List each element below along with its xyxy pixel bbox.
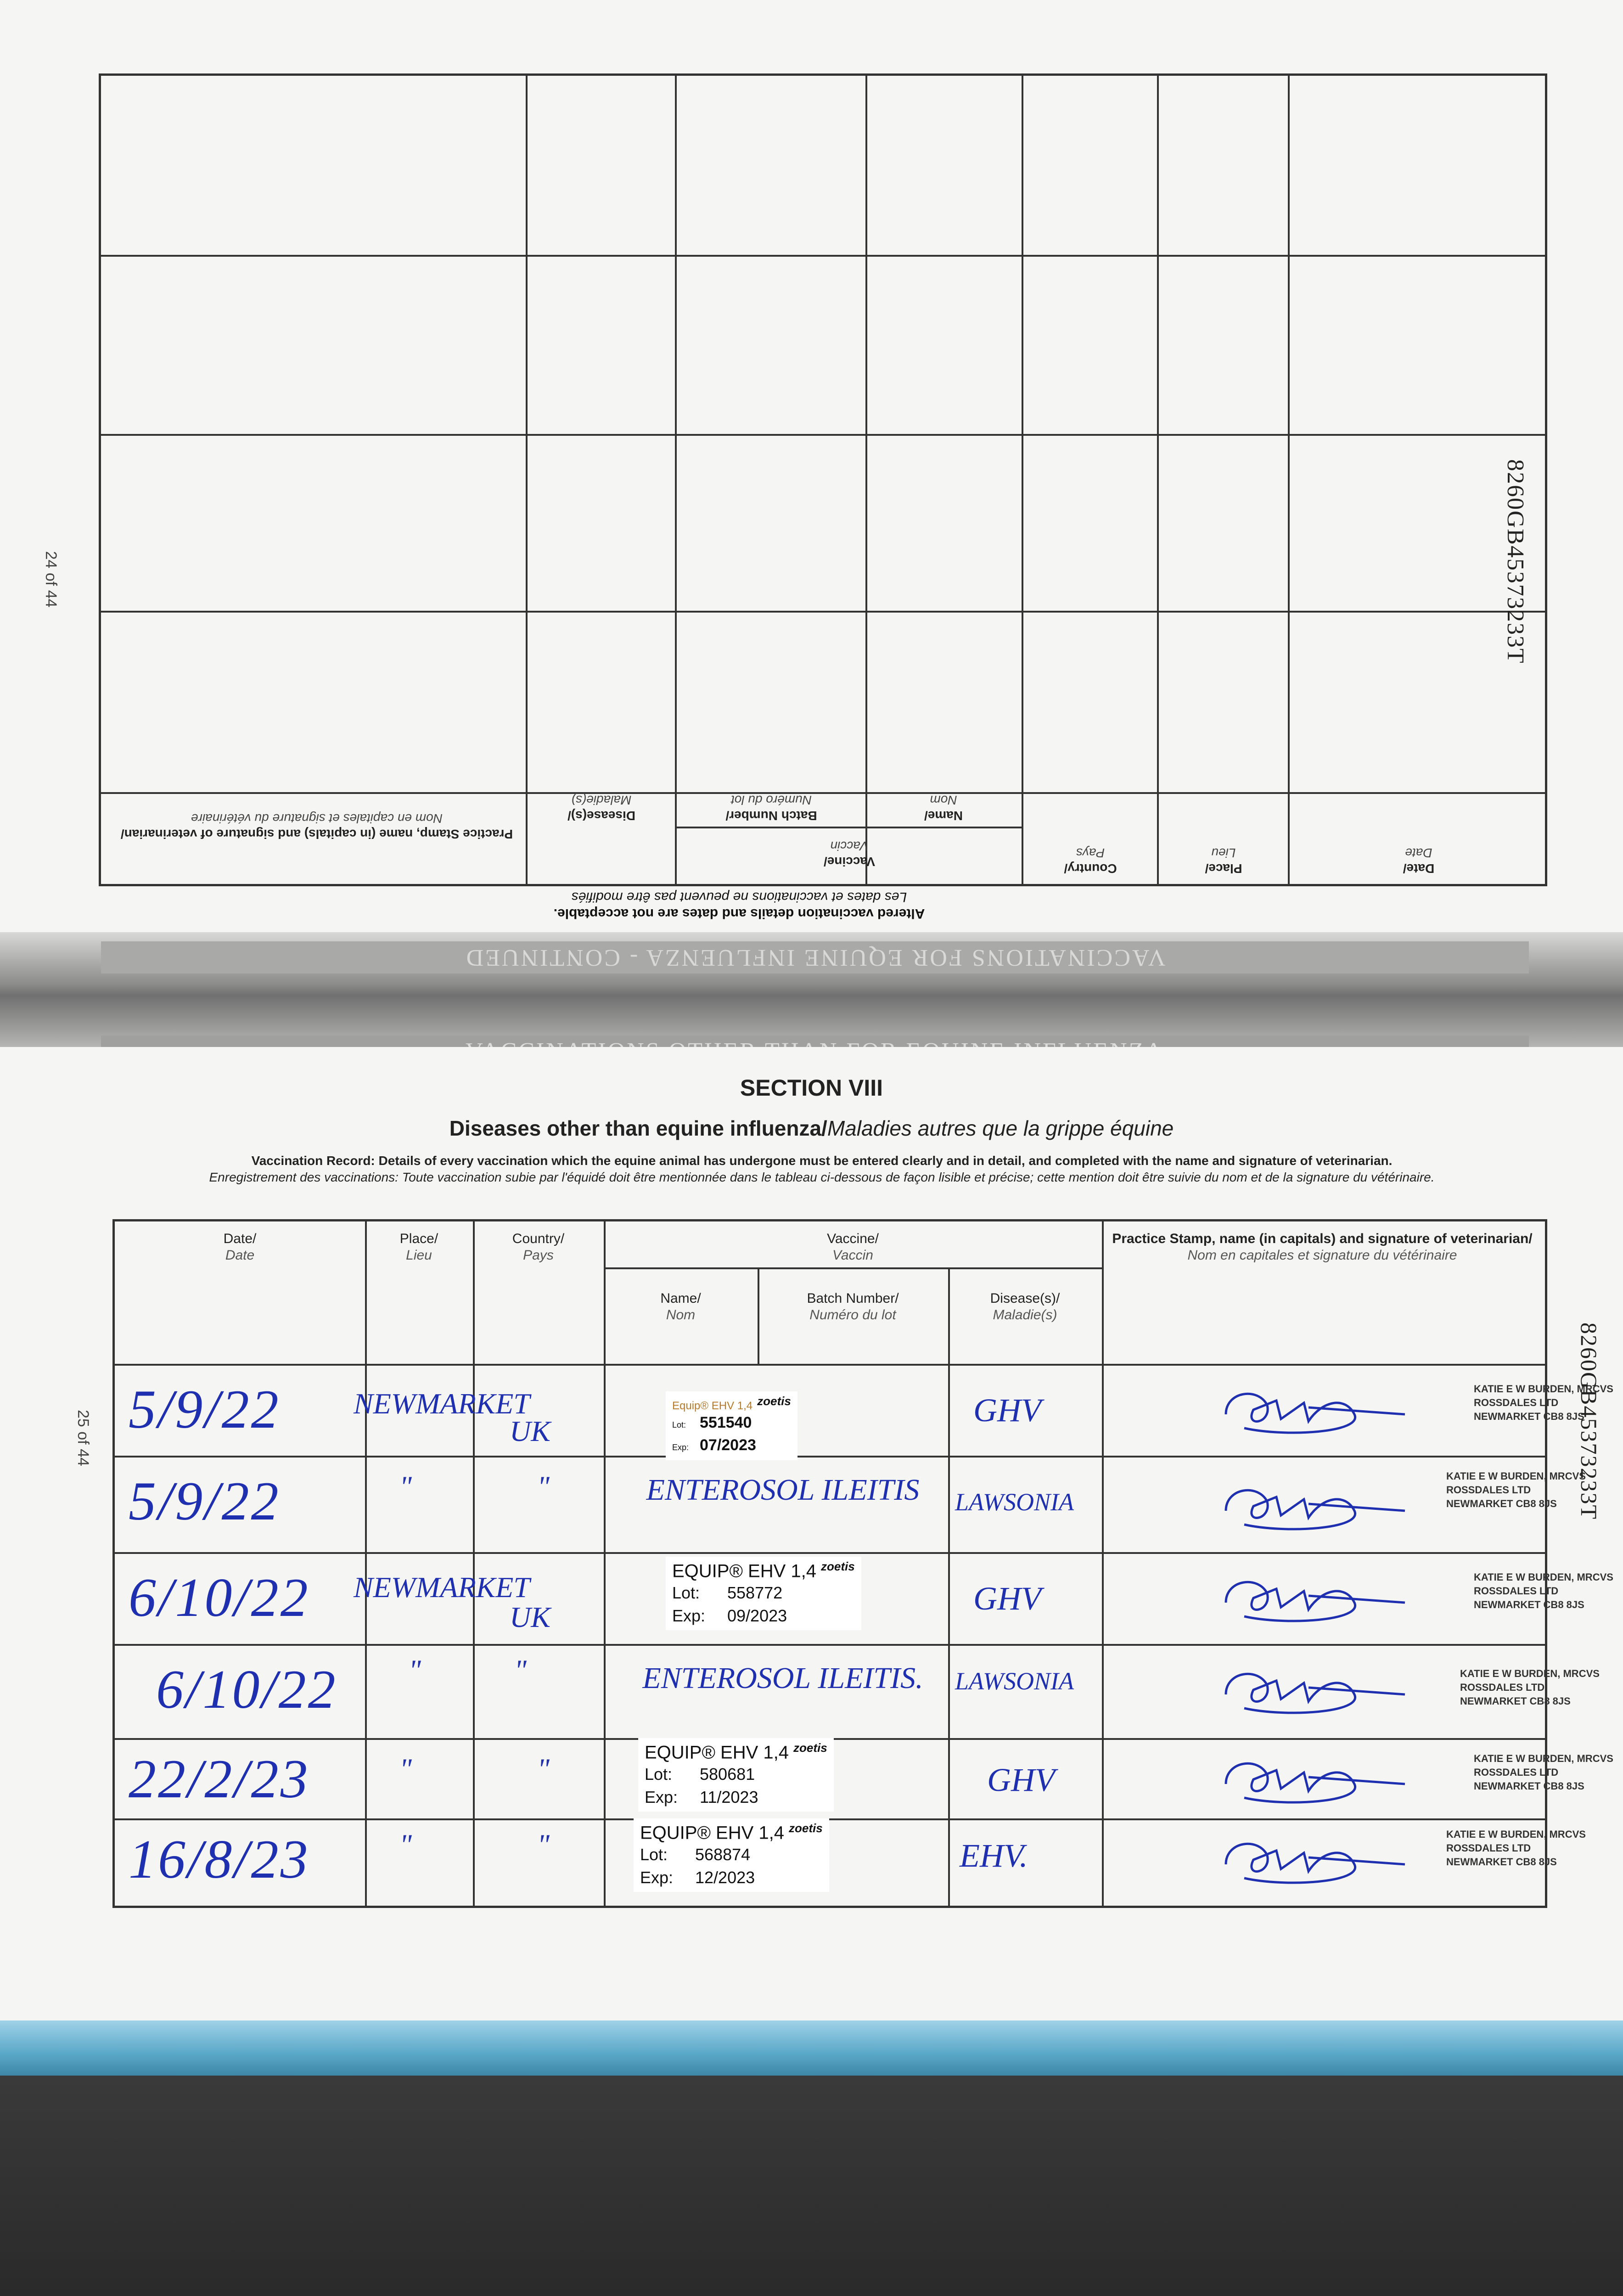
vet-signature — [1217, 1832, 1410, 1887]
row-disease: LAWSONIA — [955, 1488, 1074, 1516]
section-description: Vaccination Record: Details of every vaccination which the equine animal has undergone must be entered clearly and in detail, and completed with the name and signature of veterinarian. Enregistrement des vaccinations: Toute vaccination subie par l'équidé doit être mentionnée dans le tableau ci-dessous de façon lisible et précise; cette mention doit être suivie du nom et de la signature du vétérinaire. — [209, 1154, 1435, 1184]
practice-stamp: KATIE E W BURDEN, MRCVS ROSSDALES LTD NEWMARKET CB8 8JS — [1446, 1470, 1586, 1509]
passport-cover-edge — [0, 2020, 1623, 2076]
row-date: 6/10/22 — [129, 1567, 310, 1628]
row-country: " — [537, 1752, 550, 1785]
row-country: UK — [510, 1415, 550, 1447]
row-divider — [101, 611, 1545, 613]
table-row — [115, 1364, 1613, 1456]
passport-number: 8260GB45373233T — [1576, 1322, 1602, 1520]
practice-stamp: KATIE E W BURDEN, MRCVS ROSSDALES LTD NEWMARKET CB8 8JS — [1474, 1571, 1613, 1610]
column-divider — [1288, 76, 1290, 884]
row-place: " — [399, 1470, 412, 1503]
header-place: Place/ Lieu — [399, 1231, 438, 1263]
altered-notice: Altered vaccination details and dates are not acceptable. Les dates et vaccinations ne peuvent pas être modifiés — [553, 889, 925, 921]
column-divider — [1157, 76, 1159, 884]
row-date: 5/9/22 — [129, 1470, 281, 1531]
scanner-background — [0, 2076, 1623, 2296]
row-country: " — [514, 1654, 527, 1686]
page-25 — [0, 1047, 1623, 2020]
vet-signature — [1217, 1662, 1410, 1717]
vaccine-label-sticker: EQUIP® EHV 1,4 $^{zoetis}$ Lot: 558772 Exp: 09/2023 — [666, 1557, 861, 1630]
section-title: SECTION VIII — [740, 1075, 883, 1101]
row-country: UK — [510, 1601, 550, 1633]
header-date: Date/ Date — [223, 1231, 257, 1263]
header-batch: Batch Number/ Numéro du lot — [725, 793, 817, 823]
practice-stamp: KATIE E W BURDEN, MRCVS ROSSDALES LTD NEWMARKET CB8 8JS — [1446, 1829, 1586, 1868]
row-disease: GHV — [973, 1392, 1041, 1429]
section-subtitle: Diseases other than equine influenza/Maladies autres que la grippe équine — [449, 1116, 1174, 1140]
vaccine-label-sticker: EQUIP® EHV 1,4 $^{zoetis}$ Lot: 568874 Exp: 12/2023 — [634, 1818, 829, 1892]
table-row — [115, 1552, 1613, 1644]
practice-stamp: KATIE E W BURDEN, MRCVS ROSSDALES LTD NEWMARKET CB8 8JS — [1474, 1383, 1613, 1422]
header-place: Place/ Lieu — [1205, 846, 1242, 876]
header-name: Name/ Nom — [924, 793, 963, 823]
header-batch: Batch Number/ Numéro du lot — [807, 1291, 899, 1322]
header-practice: Practice Stamp, name (in capitals) and signature of veterinarian/ Nom en capitales et signature du vétérinaire — [120, 811, 513, 841]
header-disease: Disease(s)/ Maladie(s) — [990, 1291, 1060, 1322]
table-header-flipped — [101, 792, 1545, 884]
vet-signature — [1217, 1570, 1410, 1626]
row-vaccine-name: ENTEROSOL ILEITIS — [646, 1473, 920, 1507]
header-date: Date/ Date — [1403, 846, 1435, 876]
header-country: Country/ Pays — [512, 1231, 565, 1263]
row-vaccine-name: ENTEROSOL ILEITIS. — [642, 1661, 923, 1695]
passport-number: 8260GB45373233T — [1502, 459, 1528, 664]
vaccination-table-continued — [99, 73, 1547, 886]
vet-signature — [1217, 1752, 1410, 1807]
row-disease: EHV. — [960, 1837, 1028, 1874]
row-date: 22/2/23 — [129, 1748, 310, 1809]
header-vaccine: Vaccine/ Vaccin — [827, 1231, 879, 1263]
table-row — [115, 1456, 1586, 1552]
column-divider — [675, 76, 677, 884]
practice-stamp: KATIE E W BURDEN, MRCVS ROSSDALES LTD NEWMARKET CB8 8JS — [1460, 1668, 1600, 1707]
row-divider — [604, 1267, 1102, 1269]
row-disease: GHV — [987, 1761, 1055, 1798]
row-place: NEWMARKET — [354, 1387, 530, 1420]
page-24 — [0, 0, 1623, 932]
vaccine-label-sticker: EQUIP® EHV 1,4 $^{zoetis}$ Lot: 580681 Exp: 11/2023 — [638, 1738, 834, 1812]
header-practice: Practice Stamp, name (in capitals) and signature of veterinarian/ Nom en capitales et signature du vétérinaire — [1112, 1231, 1533, 1263]
row-divider — [101, 255, 1545, 257]
vet-signature — [1217, 1479, 1410, 1534]
row-date: 5/9/22 — [129, 1379, 281, 1440]
practice-stamp: KATIE E W BURDEN, MRCVS ROSSDALES LTD NEWMARKET CB8 8JS — [1474, 1753, 1613, 1792]
vaccine-label-sticker: Equip® EHV 1,4 zoetis Lot: 551540 Exp: 07/2023 — [666, 1391, 797, 1460]
header-name: Name/ Nom — [660, 1291, 701, 1322]
page-number: 25 of 44 — [74, 1410, 92, 1466]
band-title-page24: VACCINATIONS FOR EQUINE INFLUENZA - CONTINUED — [101, 941, 1529, 974]
row-divider — [101, 434, 1545, 436]
row-place: NEWMARKET — [354, 1571, 530, 1604]
column-divider — [865, 76, 867, 884]
column-divider — [526, 76, 528, 884]
table-row — [115, 1644, 1600, 1738]
vet-signature — [1217, 1382, 1410, 1437]
row-date: 16/8/23 — [129, 1829, 310, 1890]
table-row — [115, 1738, 1613, 1818]
table-row — [115, 1818, 1586, 1906]
row-place: " — [399, 1828, 412, 1861]
row-country: " — [537, 1828, 550, 1861]
row-disease: GHV — [973, 1580, 1041, 1617]
header-country: Country/ Pays — [1064, 846, 1117, 876]
header-vaccine: Vaccine/ Vaccin — [823, 839, 876, 869]
row-country: " — [537, 1470, 550, 1503]
row-place: " — [399, 1752, 412, 1785]
column-divider — [1022, 76, 1023, 884]
row-date: 6/10/22 — [156, 1659, 337, 1720]
header-disease: Disease(s)/ Maladie(s) — [567, 793, 635, 823]
page-number: 24 of 44 — [42, 551, 60, 608]
row-place: " — [409, 1654, 421, 1686]
row-disease: LAWSONIA — [955, 1667, 1074, 1695]
